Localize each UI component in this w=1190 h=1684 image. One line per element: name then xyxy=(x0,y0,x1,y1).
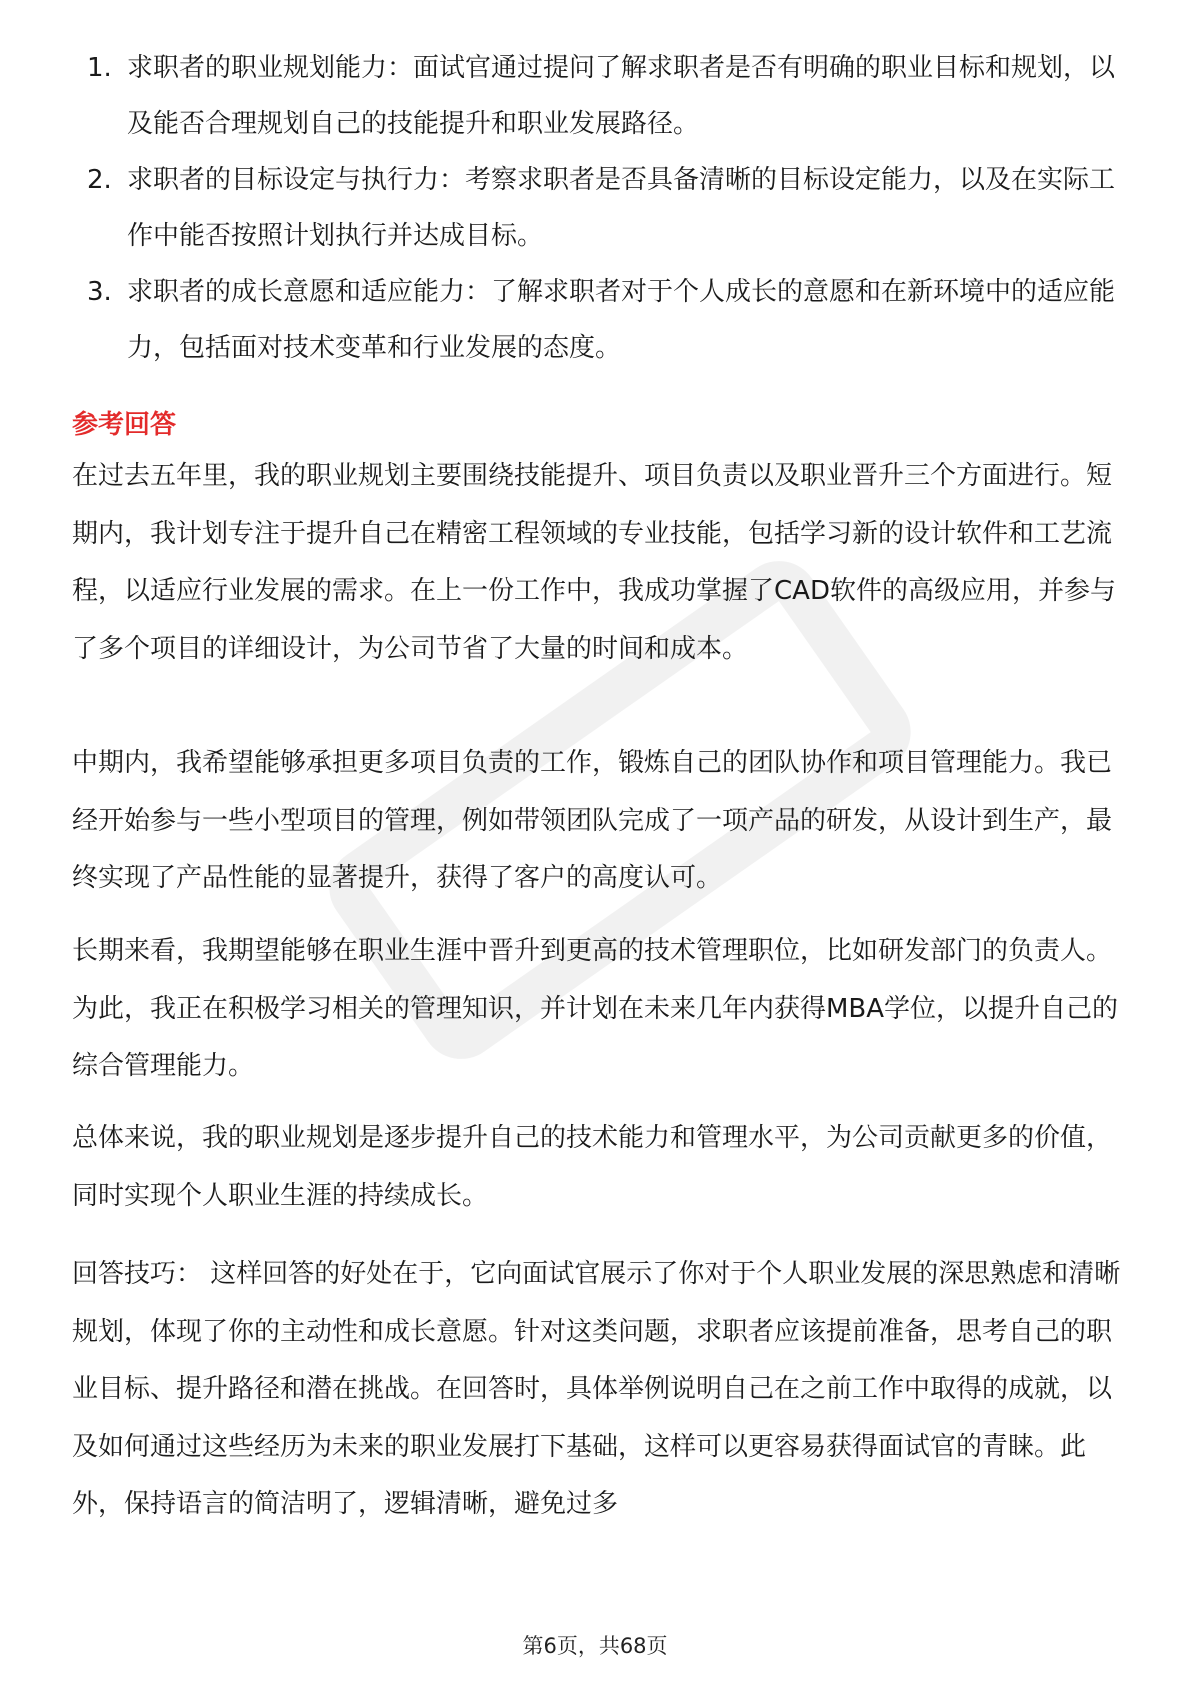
list-item-number: 1. xyxy=(87,53,112,83)
list-item xyxy=(72,264,1122,372)
list-item xyxy=(72,152,1122,260)
answer-paragraph: 长期来看，我期望能够在职业生涯中晋升到更高的技术管理职位，比如研发部门的负责人。为此，我正在积极学习相关的管理知识，并计划在未来几年内获得MBA学位，以提升自己的综合管理能力。 xyxy=(72,936,1119,1081)
answer-tips-paragraph: 回答技巧： 这样回答的好处在于，它向面试官展示了你对于个人职业发展的深思熟虑和清晰规划，体现了你的主动性和成长意愿。针对这类问题，求职者应该提前准备，思考自己的职业目标、提升路径和潜在挑战。在回答时，具体举例说明自己在之前工作中取得的成就，以及如何通过这些经历为未来的职业发展打下基础，这样可以更容易获得面试官的青睐。此外，保持语言的简洁明了，逻辑清晰，避免过多 xyxy=(72,1259,1121,1519)
list-item xyxy=(72,40,1122,148)
list-item-text: 求职者的职业规划能力：面试官通过提问了解求职者是否有明确的职业目标和规划，以及能否合理规划自己的技能提升和职业发展路径。 xyxy=(127,53,1116,139)
list-item-number: 2. xyxy=(87,165,112,195)
answer-paragraph: 在过去五年里，我的职业规划主要围绕技能提升、项目负责以及职业晋升三个方面进行。短期内，我计划专注于提升自己在精密工程领域的专业技能，包括学习新的设计软件和工艺流程，以适应行业发展的需求。在上一份工作中，我成功掌握了CAD软件的高级应用，并参与了多个项目的详细设计，为公司节省了大量的时间和成本。 xyxy=(72,461,1116,664)
answer-paragraph: 总体来说，我的职业规划是逐步提升自己的技术能力和管理水平，为公司贡献更多的价值，同时实现个人职业生涯的持续成长。 xyxy=(72,1123,1113,1211)
page-number-footer: 第6页，共68页 xyxy=(522,1634,668,1658)
answer-paragraph: 中期内，我希望能够承担更多项目负责的工作，锻炼自己的团队协作和项目管理能力。我已经开始参与一些小型项目的管理，例如带领团队完成了一项产品的研发，从设计到生产，最终实现了产品性能的显著提升，获得了客户的高度认可。 xyxy=(72,748,1113,893)
list-item-text: 求职者的成长意愿和适应能力：了解求职者对于个人成长的意愿和在新环境中的适应能力，包括面对技术变革和行业发展的态度。 xyxy=(127,277,1116,363)
list-item-number: 3. xyxy=(87,277,112,307)
question-points-list xyxy=(72,40,1122,376)
list-item-text: 求职者的目标设定与执行力：考察求职者是否具备清晰的目标设定能力，以及在实际工作中能否按照计划执行并达成目标。 xyxy=(127,165,1116,251)
section-title: 参考回答 xyxy=(72,410,177,440)
